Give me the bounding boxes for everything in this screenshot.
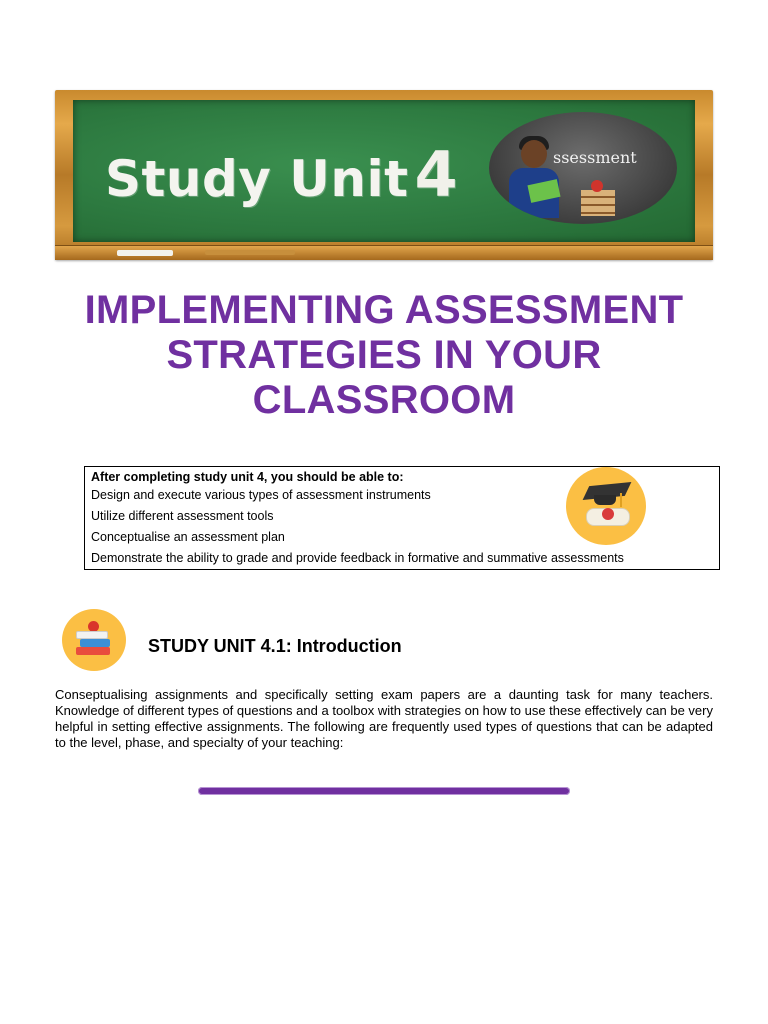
book xyxy=(76,631,108,639)
document-title xyxy=(40,288,728,423)
banner-title xyxy=(105,138,458,211)
learning-outcomes-box xyxy=(84,466,720,570)
outcomes-heading: After completing study unit 4, you should be able to: xyxy=(91,470,404,484)
graduation-cap-icon xyxy=(566,467,646,545)
chalkboard-banner xyxy=(55,90,713,260)
outcome-item: Demonstrate the ability to grade and provide feedback in formative and summative assessments xyxy=(91,551,624,565)
chalkboard-ledge xyxy=(55,245,713,260)
banner-unit-number: 4 xyxy=(414,138,459,211)
chalkboard-surface xyxy=(73,100,695,242)
banner-title-text: Study Unit xyxy=(105,150,409,208)
book-stack xyxy=(581,190,615,216)
eraser xyxy=(205,250,295,255)
outcome-item: Design and execute various types of assessment instruments xyxy=(91,488,431,502)
title-line: IMPLEMENTING ASSESSMENT xyxy=(84,288,684,332)
chalk-piece xyxy=(117,250,173,256)
cap-base xyxy=(594,495,616,505)
title-line: CLASSROOM xyxy=(252,378,516,422)
section-heading: STUDY UNIT 4.1: Introduction xyxy=(148,636,402,656)
student-head xyxy=(521,140,547,168)
outcome-item: Utilize different assessment tools xyxy=(91,509,274,523)
book xyxy=(80,639,110,647)
books-apple-icon xyxy=(62,609,126,671)
intro-paragraph: Conseptualising assignments and specifically setting exam papers are a daunting task for many teachers. Knowledge of different types of questions and a toolbox with strategies on how to use these effectively can be very helpful in setting effective assignments. The following are frequently used types of questions that can be adapted to the level, phase, and specialty of your teaching: xyxy=(55,687,713,750)
assessment-illustration xyxy=(489,112,677,224)
book xyxy=(76,647,110,655)
apple-icon xyxy=(591,180,603,192)
cap-tassel xyxy=(620,493,622,507)
outcome-item: Conceptualise an assessment plan xyxy=(91,530,285,544)
assessment-word: ssessment xyxy=(553,148,637,167)
section-divider xyxy=(198,787,570,795)
title-line: STRATEGIES IN YOUR xyxy=(166,333,602,377)
diploma-seal xyxy=(602,508,614,520)
